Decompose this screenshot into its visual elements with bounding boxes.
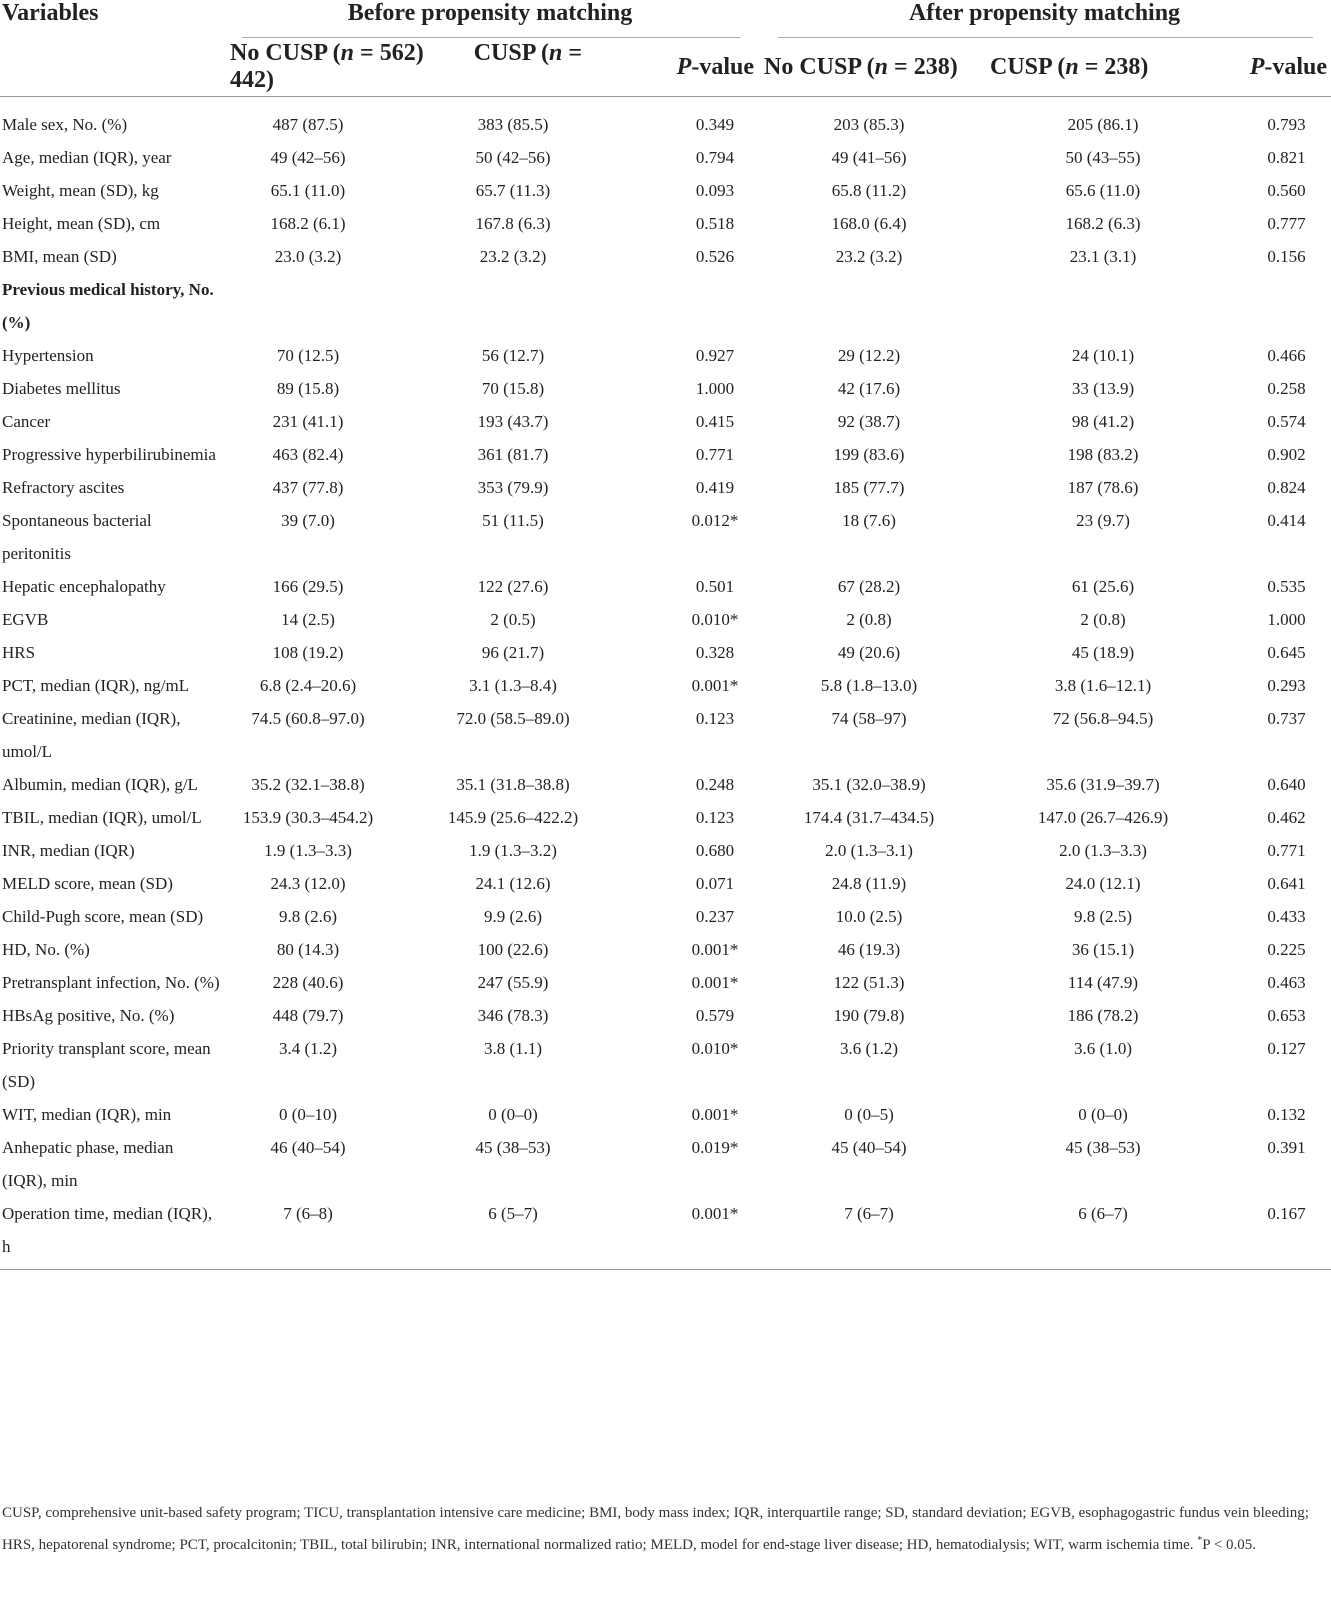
before-p-value-cell: 0.927 xyxy=(695,346,735,365)
before-p-value-cell: 0.001* xyxy=(691,676,739,695)
after-no-cusp-cell: 92 (38.7) xyxy=(837,412,901,431)
after-no-cusp-cell: 35.1 (32.0–38.9) xyxy=(812,775,926,794)
variable-cell: Anhepatic phase, median (IQR), min xyxy=(2,1138,174,1190)
after-cusp-cell: 6 (6–7) xyxy=(980,1197,1226,1270)
table-row xyxy=(0,339,1331,372)
header-column-row xyxy=(0,38,1331,97)
table-row xyxy=(0,273,1331,339)
header-spacer xyxy=(0,38,222,97)
variable-cell: Progressive hyperbilirubinemia xyxy=(2,445,216,464)
after-p-value-cell: 0.824 xyxy=(1267,478,1306,497)
table-row xyxy=(0,1131,1331,1197)
after-cusp-cell: 3.8 (1.6–12.1) xyxy=(1054,676,1152,695)
after-p-value-cell: 0.560 xyxy=(1267,181,1306,200)
after-cusp-cell: 147.0 (26.7–426.9) xyxy=(1037,808,1169,827)
after-p-value-cell: 0.640 xyxy=(1267,775,1306,794)
before-p-value-cell: 0.237 xyxy=(695,907,735,926)
table-row xyxy=(0,669,1331,702)
before-cusp-cell: 51 (11.5) xyxy=(482,511,544,530)
variable-cell: Albumin, median (IQR), g/L xyxy=(2,775,198,794)
table-row xyxy=(0,702,1331,768)
before-cusp-cell: 167.8 (6.3) xyxy=(475,214,551,233)
variable-cell: Previous medical history, No. (%) xyxy=(2,280,214,332)
before-cusp-cell: 3.1 (1.3–8.4) xyxy=(469,676,557,695)
table-row xyxy=(0,570,1331,603)
before-no-cusp-cell: 6.8 (2.4–20.6) xyxy=(259,676,357,695)
before-no-cusp-cell: 231 (41.1) xyxy=(272,412,344,431)
before-no-cusp-cell: 80 (14.3) xyxy=(276,940,340,959)
variable-cell: Hepatic encephalopathy xyxy=(2,577,166,596)
variable-cell: TBIL, median (IQR), umol/L xyxy=(2,808,202,827)
before-p-value-cell: 0.680 xyxy=(695,841,735,860)
after-no-cusp-cell: 190 (79.8) xyxy=(833,1006,905,1025)
after-no-cusp-cell: 122 (51.3) xyxy=(833,973,905,992)
after-p-value-cell: 0.462 xyxy=(1267,808,1306,827)
table-row xyxy=(0,834,1331,867)
after-cusp-header: CUSP (n = 238) xyxy=(980,38,1226,97)
after-p-value-cell: 0.641 xyxy=(1267,874,1306,893)
variable-cell: PCT, median (IQR), ng/mL xyxy=(2,676,190,695)
after-p-value-cell: 0.574 xyxy=(1267,412,1306,431)
after-p-value-header: P-value xyxy=(1226,38,1331,97)
after-p-value-cell: 0.167 xyxy=(1226,1197,1331,1270)
before-cusp-cell: 193 (43.7) xyxy=(477,412,549,431)
after-cusp-cell: 33 (13.9) xyxy=(1071,379,1135,398)
before-no-cusp-cell: 448 (79.7) xyxy=(272,1006,344,1025)
after-cusp-cell: 50 (43–55) xyxy=(1065,148,1141,167)
after-p-value-cell: 0.645 xyxy=(1267,643,1306,662)
table-row xyxy=(0,900,1331,933)
after-no-cusp-cell: 2 (0.8) xyxy=(846,610,892,629)
before-p-value-cell: 0.012* xyxy=(691,511,739,530)
before-cusp-cell: 0 (0–0) xyxy=(488,1105,538,1124)
before-cusp-cell: 65.7 (11.3) xyxy=(475,181,551,200)
after-no-cusp-cell: 5.8 (1.8–13.0) xyxy=(820,676,918,695)
after-p-value-cell: 0.414 xyxy=(1267,511,1306,530)
variable-cell: Cancer xyxy=(2,412,51,431)
before-no-cusp-cell: 39 (7.0) xyxy=(281,511,335,530)
variable-cell: Spontaneous bacterial peritonitis xyxy=(2,511,152,563)
before-p-value-cell: 0.010* xyxy=(691,610,739,629)
table-row xyxy=(0,1197,1331,1270)
after-no-cusp-cell: 10.0 (2.5) xyxy=(835,907,903,926)
after-cusp-cell: 61 (25.6) xyxy=(1071,577,1135,596)
before-cusp-cell: 24.1 (12.6) xyxy=(475,874,551,893)
variable-cell: Height, mean (SD), cm xyxy=(2,214,161,233)
after-p-value-cell: 0.821 xyxy=(1267,148,1306,167)
variable-cell: Child-Pugh score, mean (SD) xyxy=(2,907,204,926)
before-p-value-cell: 0.248 xyxy=(695,775,735,794)
before-p-value-cell: 0.579 xyxy=(695,1006,735,1025)
before-cusp-cell: 72.0 (58.5–89.0) xyxy=(456,709,570,728)
after-p-value-cell: 0.433 xyxy=(1267,907,1306,926)
after-cusp-cell: 72 (56.8–94.5) xyxy=(1052,709,1154,728)
before-p-value-cell: 0.001* xyxy=(691,973,739,992)
before-p-value-cell: 0.771 xyxy=(695,445,735,464)
before-no-cusp-cell: 153.9 (30.3–454.2) xyxy=(242,808,374,827)
before-cusp-header: CUSP (n = 442) xyxy=(230,40,583,93)
before-cusp-cell: 56 (12.7) xyxy=(481,346,545,365)
before-no-cusp-cell: 9.8 (2.6) xyxy=(278,907,338,926)
before-cusp-cell xyxy=(394,273,632,339)
before-no-cusp-cell: 108 (19.2) xyxy=(272,643,344,662)
table-row xyxy=(0,471,1331,504)
variable-cell: WIT, median (IQR), min xyxy=(2,1105,172,1124)
table-row xyxy=(0,801,1331,834)
variable-cell: Diabetes mellitus xyxy=(2,379,121,398)
before-p-value-cell: 0.123 xyxy=(695,709,735,728)
before-cusp-cell: 145.9 (25.6–422.2) xyxy=(447,808,579,827)
after-p-value-cell: 0.737 xyxy=(1267,709,1306,728)
after-p-value-cell: 0.156 xyxy=(1267,247,1306,266)
after-cusp-cell: 36 (15.1) xyxy=(1071,940,1135,959)
after-cusp-cell: 168.2 (6.3) xyxy=(1065,214,1141,233)
after-p-value-cell: 0.127 xyxy=(1267,1039,1306,1058)
before-p-value-cell: 0.349 xyxy=(695,115,735,134)
variable-cell: Creatinine, median (IQR), umol/L xyxy=(2,709,181,761)
after-cusp-cell: 65.6 (11.0) xyxy=(1065,181,1141,200)
before-no-cusp-cell: 166 (29.5) xyxy=(272,577,344,596)
after-cusp-cell: 2.0 (1.3–3.3) xyxy=(1059,841,1147,860)
before-p-value-cell: 0.001* xyxy=(632,1197,758,1270)
after-cusp-cell: 98 (41.2) xyxy=(1071,412,1135,431)
before-cusp-cell: 6 (5–7) xyxy=(394,1197,632,1270)
before-no-cusp-cell: 46 (40–54) xyxy=(270,1138,346,1157)
table-row xyxy=(0,603,1331,636)
after-cusp-cell: 45 (38–53) xyxy=(1065,1138,1141,1157)
before-cusp-cell: 35.1 (31.8–38.8) xyxy=(456,775,570,794)
before-no-cusp-cell: 1.9 (1.3–3.3) xyxy=(264,841,352,860)
after-cusp-cell: 3.6 (1.0) xyxy=(1073,1039,1133,1058)
after-no-cusp-cell: 185 (77.7) xyxy=(833,478,905,497)
after-no-cusp-cell: 46 (19.3) xyxy=(837,940,901,959)
after-p-value-cell: 0.777 xyxy=(1267,214,1306,233)
variable-cell: Priority transplant score, mean (SD) xyxy=(2,1039,211,1091)
variable-cell: EGVB xyxy=(2,610,49,629)
before-cusp-cell: 70 (15.8) xyxy=(481,379,545,398)
before-p-value-cell: 1.000 xyxy=(695,379,735,398)
before-cusp-cell: 346 (78.3) xyxy=(477,1006,549,1025)
before-no-cusp-cell: 24.3 (12.0) xyxy=(270,874,346,893)
after-no-cusp-cell: 29 (12.2) xyxy=(837,346,901,365)
before-p-value-cell: 0.518 xyxy=(695,214,735,233)
after-no-cusp-cell: 49 (41–56) xyxy=(831,148,907,167)
before-p-value-cell: 0.001* xyxy=(691,1105,739,1124)
after-cusp-cell: 23.1 (3.1) xyxy=(1069,247,1137,266)
before-cusp-cell: 100 (22.6) xyxy=(477,940,549,959)
before-no-cusp-cell xyxy=(222,273,394,339)
after-no-cusp-cell: 174.4 (31.7–434.5) xyxy=(803,808,935,827)
after-cusp-cell: 45 (18.9) xyxy=(1071,643,1135,662)
before-p-value-cell: 0.019* xyxy=(691,1138,739,1157)
after-cusp-cell: 2 (0.8) xyxy=(1080,610,1126,629)
table-row xyxy=(0,405,1331,438)
after-p-value-cell: 0.653 xyxy=(1267,1006,1306,1025)
before-no-cusp-cell: 49 (42–56) xyxy=(270,148,346,167)
before-p-value-cell: 0.501 xyxy=(695,577,735,596)
variable-cell: BMI, mean (SD) xyxy=(2,247,117,266)
before-no-cusp-cell: 14 (2.5) xyxy=(281,610,335,629)
table-row xyxy=(0,174,1331,207)
variable-cell: Male sex, No. (%) xyxy=(2,115,128,134)
table-row xyxy=(0,768,1331,801)
before-p-value-cell: 0.093 xyxy=(695,181,735,200)
after-p-value-cell: 0.391 xyxy=(1267,1138,1306,1157)
before-no-cusp-cell: 74.5 (60.8–97.0) xyxy=(251,709,365,728)
after-cusp-cell: 23 (9.7) xyxy=(1076,511,1130,530)
after-p-value-cell: 0.463 xyxy=(1267,973,1306,992)
after-cusp-cell xyxy=(980,273,1226,339)
after-no-cusp-header: No CUSP (n = 238) xyxy=(758,38,980,97)
table-row xyxy=(0,438,1331,471)
table-row xyxy=(0,372,1331,405)
header-group-row xyxy=(0,0,1331,38)
before-no-cusp-cell: 70 (12.5) xyxy=(276,346,340,365)
table-row xyxy=(0,504,1331,570)
before-p-value-cell: 0.001* xyxy=(691,940,739,959)
after-no-cusp-cell: 199 (83.6) xyxy=(833,445,905,464)
after-p-value-cell: 0.466 xyxy=(1267,346,1306,365)
before-cusp-cell: 3.8 (1.1) xyxy=(483,1039,543,1058)
after-no-cusp-cell: 3.6 (1.2) xyxy=(839,1039,899,1058)
variable-cell: HRS xyxy=(2,643,36,662)
after-matching-header: After propensity matching xyxy=(758,0,1331,38)
after-p-value-cell: 0.535 xyxy=(1267,577,1306,596)
before-no-cusp-cell: 23.0 (3.2) xyxy=(274,247,342,266)
table-row xyxy=(0,97,1331,142)
after-no-cusp-cell: 42 (17.6) xyxy=(837,379,901,398)
before-p-value-cell: 0.526 xyxy=(695,247,735,266)
before-no-cusp-header: No CUSP (n = 562) CUSP (n = 442) xyxy=(222,38,632,97)
after-cusp-cell: 9.8 (2.5) xyxy=(1073,907,1133,926)
after-cusp-cell: 24 (10.1) xyxy=(1071,346,1135,365)
after-no-cusp-cell: 2.0 (1.3–3.1) xyxy=(825,841,913,860)
after-cusp-cell: 186 (78.2) xyxy=(1067,1006,1139,1025)
before-cusp-cell: 247 (55.9) xyxy=(477,973,549,992)
after-no-cusp-cell: 0 (0–5) xyxy=(844,1105,894,1124)
after-no-cusp-cell: 203 (85.3) xyxy=(833,115,905,134)
after-p-value-cell: 0.771 xyxy=(1267,841,1306,860)
variable-cell: Pretransplant infection, No. (%) xyxy=(2,973,220,992)
variable-cell: HBsAg positive, No. (%) xyxy=(2,1006,175,1025)
before-p-value-cell: 0.794 xyxy=(695,148,735,167)
after-cusp-cell: 114 (47.9) xyxy=(1067,973,1139,992)
table-row xyxy=(0,933,1331,966)
after-cusp-cell: 198 (83.2) xyxy=(1067,445,1139,464)
after-p-value-cell: 1.000 xyxy=(1267,610,1306,629)
before-cusp-cell: 96 (21.7) xyxy=(481,643,545,662)
after-no-cusp-cell: 7 (6–7) xyxy=(758,1197,980,1270)
before-no-cusp-cell: 228 (40.6) xyxy=(272,973,344,992)
variable-cell: HD, No. (%) xyxy=(2,940,90,959)
after-cusp-cell: 24.0 (12.1) xyxy=(1065,874,1141,893)
after-no-cusp-cell: 168.0 (6.4) xyxy=(831,214,907,233)
before-no-cusp-cell: 65.1 (11.0) xyxy=(270,181,346,200)
after-no-cusp-cell: 74 (58–97) xyxy=(831,709,907,728)
before-p-value-cell: 0.071 xyxy=(695,874,735,893)
before-cusp-cell: 353 (79.9) xyxy=(477,478,549,497)
table-body xyxy=(0,97,1331,1270)
before-no-cusp-cell: 463 (82.4) xyxy=(272,445,344,464)
before-p-value-cell xyxy=(632,273,758,339)
before-no-cusp-cell: 3.4 (1.2) xyxy=(278,1039,338,1058)
after-no-cusp-cell: 67 (28.2) xyxy=(837,577,901,596)
table-row xyxy=(0,867,1331,900)
before-cusp-cell: 23.2 (3.2) xyxy=(479,247,547,266)
variable-cell: INR, median (IQR) xyxy=(2,841,135,860)
after-cusp-cell: 205 (86.1) xyxy=(1067,115,1139,134)
after-p-value-cell xyxy=(1226,273,1331,339)
after-cusp-cell: 187 (78.6) xyxy=(1067,478,1139,497)
before-p-value-cell: 0.415 xyxy=(695,412,735,431)
before-no-cusp-cell: 89 (15.8) xyxy=(276,379,340,398)
before-cusp-cell: 9.9 (2.6) xyxy=(483,907,543,926)
before-cusp-cell: 1.9 (1.3–3.2) xyxy=(469,841,557,860)
variables-header: Variables xyxy=(2,0,99,26)
before-cusp-cell: 361 (81.7) xyxy=(477,445,549,464)
before-p-value-cell: 0.010* xyxy=(691,1039,739,1058)
table-row xyxy=(0,1098,1331,1131)
after-no-cusp-cell: 24.8 (11.9) xyxy=(831,874,907,893)
variable-cell: Age, median (IQR), year xyxy=(2,148,172,167)
after-p-value-cell: 0.793 xyxy=(1267,115,1306,134)
before-p-value-header: P-value xyxy=(632,38,758,97)
before-matching-header: Before propensity matching xyxy=(222,0,758,38)
before-p-value-cell: 0.419 xyxy=(695,478,735,497)
before-no-cusp-cell: 7 (6–8) xyxy=(222,1197,394,1270)
variable-cell: Hypertension xyxy=(2,346,94,365)
table-row xyxy=(0,999,1331,1032)
table-row xyxy=(0,240,1331,273)
before-cusp-cell: 383 (85.5) xyxy=(477,115,549,134)
table-row xyxy=(0,207,1331,240)
after-no-cusp-cell: 49 (20.6) xyxy=(837,643,901,662)
before-no-cusp-cell: 35.2 (32.1–38.8) xyxy=(251,775,365,794)
variable-cell: Refractory ascites xyxy=(2,478,125,497)
before-no-cusp-cell: 0 (0–10) xyxy=(278,1105,338,1124)
after-p-value-cell: 0.902 xyxy=(1267,445,1306,464)
before-no-cusp-cell: 437 (77.8) xyxy=(272,478,344,497)
table-row xyxy=(0,636,1331,669)
before-p-value-cell: 0.123 xyxy=(695,808,735,827)
variable-cell: Operation time, median (IQR), h xyxy=(0,1197,222,1270)
before-cusp-cell: 50 (42–56) xyxy=(475,148,551,167)
after-p-value-cell: 0.258 xyxy=(1267,379,1306,398)
variable-cell: MELD score, mean (SD) xyxy=(2,874,173,893)
after-no-cusp-cell: 18 (7.6) xyxy=(842,511,896,530)
table-footnote: CUSP, comprehensive unit-based safety program; TICU, transplantation intensive care medicine; BMI, body mass index; IQR, interquartile range; SD, standard deviation; EGVB, esophagogastric fundus vein bleeding; HRS, hepatorenal syndrome; PCT, procalcitonin; TBIL, total bilirubin; INR, international normalized ratio; MELD, model for end-stage liver disease; HD, hematodialysis; WIT, warm ischemia time. *P < 0.05. xyxy=(2,1505,1309,1553)
after-no-cusp-cell: 45 (40–54) xyxy=(831,1138,907,1157)
table-row xyxy=(0,966,1331,999)
before-no-cusp-cell: 168.2 (6.1) xyxy=(270,214,346,233)
before-cusp-cell: 45 (38–53) xyxy=(475,1138,551,1157)
before-cusp-cell: 122 (27.6) xyxy=(477,577,549,596)
after-no-cusp-cell: 23.2 (3.2) xyxy=(835,247,903,266)
before-p-value-cell: 0.328 xyxy=(695,643,735,662)
after-cusp-cell: 0 (0–0) xyxy=(1078,1105,1128,1124)
table-row xyxy=(0,1032,1331,1098)
before-no-cusp-cell: 487 (87.5) xyxy=(272,115,344,134)
after-p-value-cell: 0.293 xyxy=(1267,676,1306,695)
after-no-cusp-cell xyxy=(758,273,980,339)
after-p-value-cell: 0.225 xyxy=(1267,940,1306,959)
after-cusp-cell: 35.6 (31.9–39.7) xyxy=(1046,775,1160,794)
variable-cell: Weight, mean (SD), kg xyxy=(2,181,159,200)
after-no-cusp-cell: 65.8 (11.2) xyxy=(831,181,907,200)
table-row xyxy=(0,141,1331,174)
before-cusp-cell: 2 (0.5) xyxy=(490,610,536,629)
after-p-value-cell: 0.132 xyxy=(1267,1105,1306,1124)
